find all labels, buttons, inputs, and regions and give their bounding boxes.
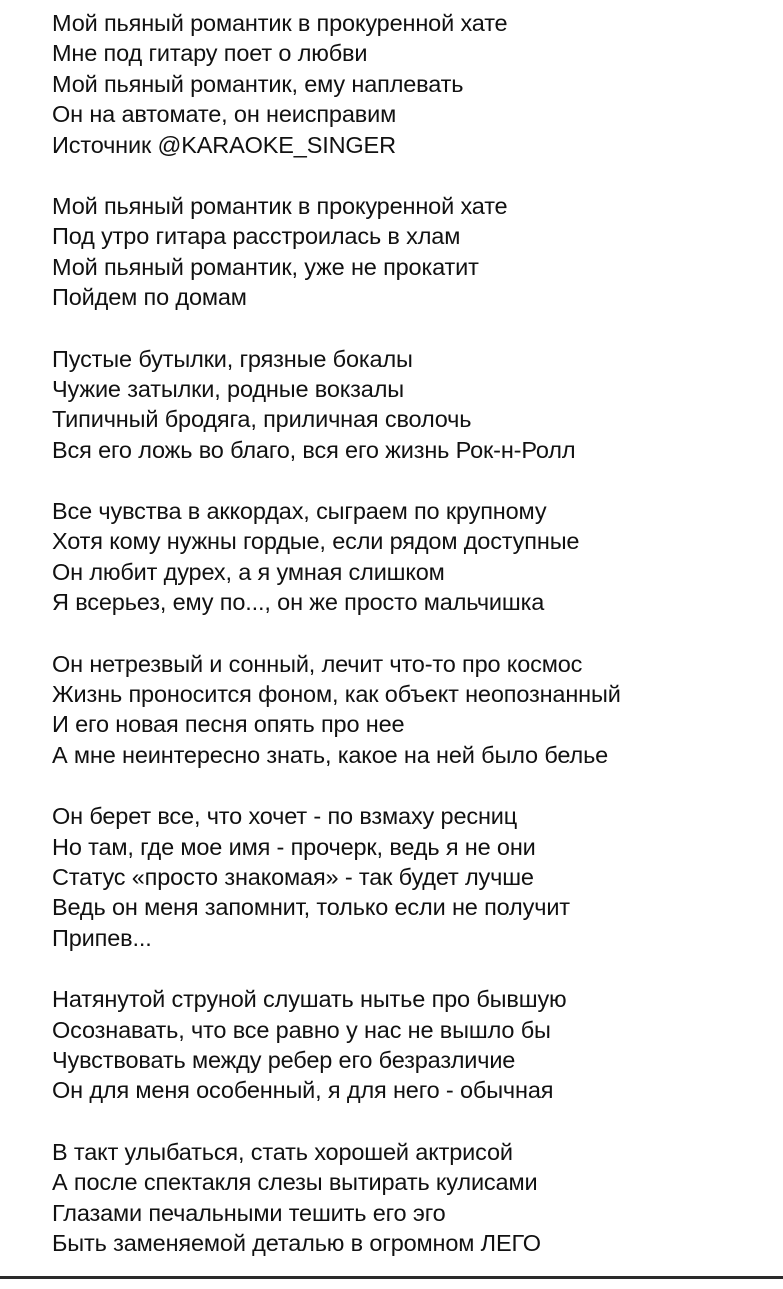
lyric-line: Он берет все, что хочет - по взмаху ресниц <box>52 803 518 830</box>
lyric-line: А после спектакля слезы вытирать кулисами <box>52 1169 538 1196</box>
lyric-line: Чувствовать между ребер его безразличие <box>52 1046 516 1073</box>
lyric-line: Типичный бродяга, приличная сволочь <box>52 406 472 433</box>
lyric-line: В такт улыбаться, стать хорошей актрисой <box>52 1138 513 1165</box>
lyric-line: Статус «просто знакомая» - так будет лучше <box>52 863 534 890</box>
lyric-line: Он любит дурех, а я умная слишком <box>52 558 445 585</box>
lyric-line: Глазами печальными тешить его эго <box>52 1199 446 1226</box>
stanza <box>52 801 780 953</box>
lyric-line: Мне под гитару поет о любви <box>52 40 368 67</box>
stanza <box>52 496 780 618</box>
lyric-line: И его новая песня опять про нее <box>52 711 405 738</box>
lyric-line: Вся его ложь во благо, вся его жизнь Рок-н-Ролл <box>52 436 576 463</box>
lyric-line: Мой пьяный романтик в прокуренной хате <box>52 192 508 219</box>
lyric-line: Пустые бутылки, грязные бокалы <box>52 345 413 372</box>
lyric-line: Он нетрезвый и сонный, лечит что-то про космос <box>52 650 583 677</box>
stanza <box>52 344 780 466</box>
stanza <box>52 191 780 313</box>
lyric-line: Осознавать, что все равно у нас не вышло бы <box>52 1016 551 1043</box>
lyric-line: Припев... <box>52 924 152 951</box>
lyric-line: Мой пьяный романтик, уже не прокатит <box>52 253 479 280</box>
lyric-line: Он на автомате, он неисправим <box>52 101 397 128</box>
lyric-line: Быть заменяемой деталью в огромном ЛЕГО <box>52 1229 541 1256</box>
lyric-line: Пойдем по домам <box>52 284 247 311</box>
lyric-line: Мой пьяный романтик в прокуренной хате <box>52 10 508 36</box>
stanza <box>52 8 780 160</box>
lyric-line: Жизнь проносится фоном, как объект неопознанный <box>52 681 621 708</box>
lyric-line: Ведь он меня запомнит, только если не получит <box>52 894 570 921</box>
lyric-line: Он для меня особенный, я для него - обычная <box>52 1077 554 1104</box>
lyric-line: Источник @KARAOKE_SINGER <box>52 131 396 158</box>
stanza <box>52 649 780 771</box>
lyric-line: Я всерьез, ему по..., он же просто мальчишка <box>52 589 545 616</box>
lyric-line: Натянутой струной слушать нытье про бывшую <box>52 986 567 1013</box>
lyrics-text <box>52 8 780 1289</box>
stanza <box>52 1137 780 1259</box>
lyric-line: Но там, где мое имя - прочерк, ведь я не они <box>52 833 536 860</box>
lyric-line: Все чувства в аккордах, сыграем по крупному <box>52 498 547 525</box>
stanza <box>52 984 780 1106</box>
lyric-line: А мне неинтересно знать, какое на ней было белье <box>52 741 609 768</box>
lyric-line: Чужие затылки, родные вокзалы <box>52 375 405 402</box>
lyric-line: Мой пьяный романтик, ему наплевать <box>52 70 464 97</box>
lyric-line: Под утро гитара расстроилась в хлам <box>52 223 461 250</box>
lyric-line: Хотя кому нужны гордые, если рядом доступные <box>52 528 580 555</box>
